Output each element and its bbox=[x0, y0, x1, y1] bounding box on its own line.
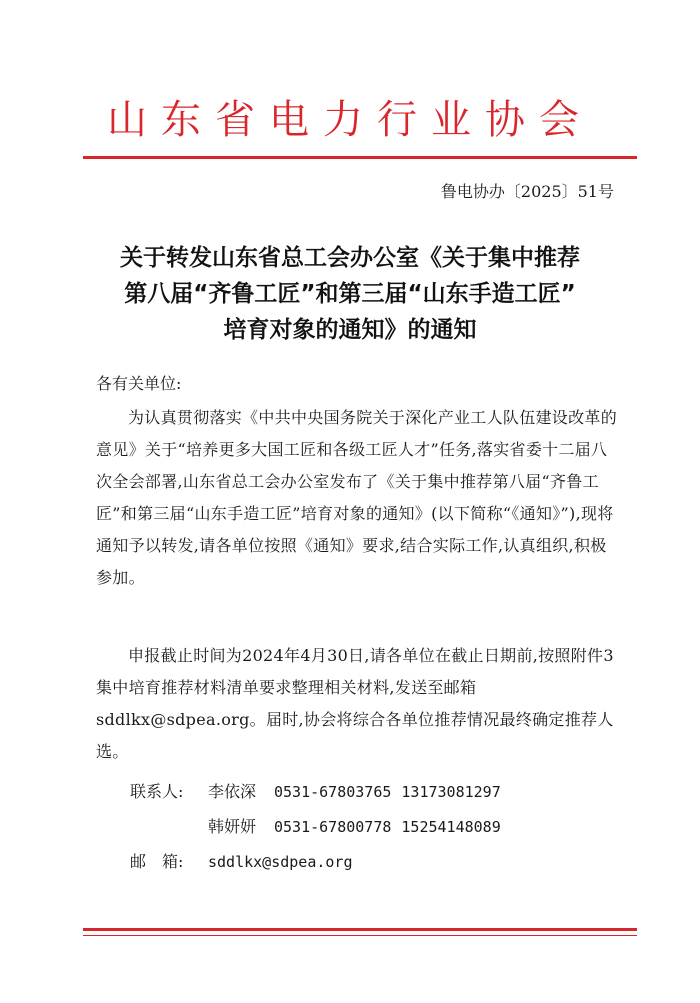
contact-mobile: 13173081297 bbox=[401, 783, 501, 801]
document-number: 鲁电协办〔2025〕51号 bbox=[440, 182, 614, 201]
title-line-2: 第八届“齐鲁工匠”和第三届“山东手造工匠” bbox=[124, 281, 576, 307]
body-paragraph-2: 申报截止时间为2024年4月30日,请各单位在截止日期前,按照附件3集中培育推荐材料清单要求整理相关材料,发送至邮箱sddlkx@sdpea.org。届时,协会将综合各单位推荐情况最终确定推荐人选。 bbox=[96, 646, 614, 761]
contact-name: 李依深 bbox=[208, 782, 257, 801]
salutation: 各有关单位: bbox=[96, 374, 182, 393]
title-line-1: 关于转发山东省总工会办公室《关于集中推荐 bbox=[120, 245, 580, 271]
header-red-rule bbox=[83, 156, 637, 159]
email-label: 邮 箱: bbox=[130, 852, 184, 871]
email-address: sddlkx@sdpea.org bbox=[208, 853, 353, 871]
contact-mobile: 15254148089 bbox=[401, 818, 501, 836]
document-title bbox=[60, 240, 640, 348]
contact-email-row bbox=[130, 850, 353, 874]
footer-red-rule-thick bbox=[83, 928, 637, 931]
contact-row-2 bbox=[130, 815, 511, 839]
contact-phone: 0531-67800778 bbox=[274, 818, 392, 836]
title-line-3: 培育对象的通知》的通知 bbox=[223, 317, 477, 343]
contact-row-1 bbox=[130, 780, 511, 804]
body-paragraph-1: 为认真贯彻落实《中共中央国务院关于深化产业工人队伍建设改革的意见》关于“培养更多大国工匠和各级工匠人才”任务,落实省委十二届八次全会部署,山东省总工会办公室发布了《关于集中推荐第八届“齐鲁工匠”和第三届“山东手造工匠”培育对象的通知》(以下简称“《通知》”),现将通知予以转发,请各单位按照《通知》要求,结合实际工作,认真组织,积极参加。 bbox=[96, 408, 618, 587]
contact-name: 韩妍妍 bbox=[208, 817, 257, 836]
organization-header: 山东省电力行业协会 bbox=[107, 97, 593, 143]
contact-phone: 0531-67803765 bbox=[274, 783, 392, 801]
footer-red-rule-thin bbox=[83, 935, 637, 936]
contact-label: 联系人: bbox=[130, 782, 184, 801]
